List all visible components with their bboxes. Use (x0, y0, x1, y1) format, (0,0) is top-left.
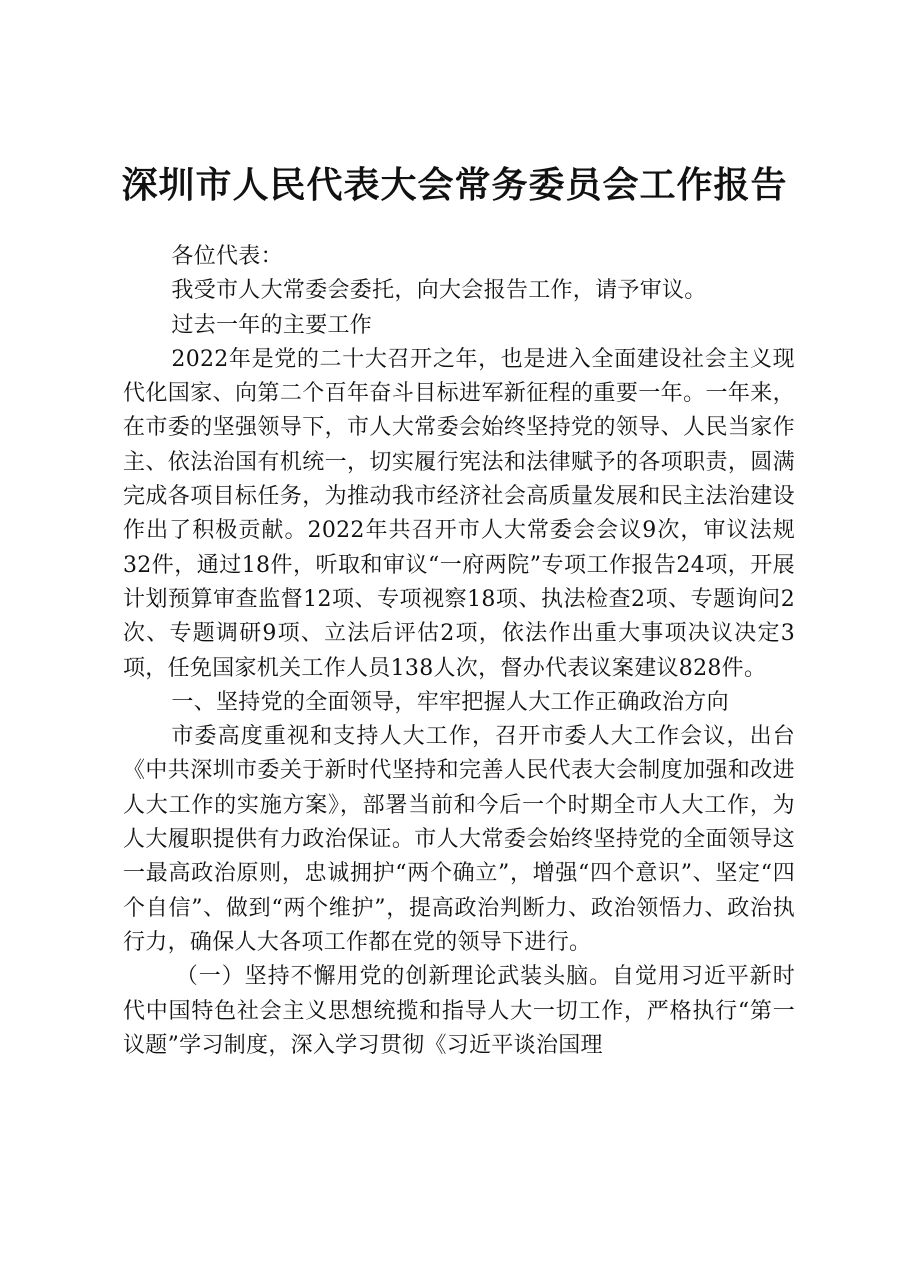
summary-paragraph: 2022年是党的二十大召开之年，也是进入全面建设社会主义现代化国家、向第二个百年奋斗目标进军新征程的重要一年。一年来，在市委的坚强领导下，市人大常委会始终坚持党的领导、人民当家作主、依法治国有机统一，切实履行宪法和法律赋予的各项职责，圆满完成各项目标任务，为推动我市经济社会高质量发展和民主法治建设作出了积极贡献。2022年共召开市人大常委会会议9次，审议法规32件，通过18件，听取和审议“一府两院”专项工作报告24项，开展计划预算审查监督12项、专项视察18项、执法检查2项、专题询问2次、专题调研9项、立法后评估2项，依法作出重大事项决议决定3项，任免国家机关工作人员138人次，督办代表议案建议828件。 (123, 346, 795, 681)
document-title: 深圳市人民代表大会常务委员会工作报告 (121, 165, 788, 206)
document-body (123, 240, 795, 1063)
section-heading-past-year: 过去一年的主要工作 (171, 312, 373, 338)
salutation-paragraph: 各位代表： (171, 244, 283, 269)
section-heading-one: 一、坚持党的全面领导，牢牢把握人大工作正确政治方向 (171, 689, 729, 715)
subsection-one-paragraph: （一）坚持不懈用党的创新理论武装头脑。自觉用习近平新时代中国特色社会主义思想统揽和指导人大一切工作，严格执行“第一议题”学习制度，深入学习贯彻《习近平谈治国理 (123, 964, 795, 1058)
section-one-paragraph: 市委高度重视和支持人大工作，召开市委人大工作会议，出台《中共深圳市委关于新时代坚持和完善人民代表大会制度加强和改进人大工作的实施方案》，部署当前和今后一个时期全市人大工作，为人大履职提供有力政治保证。市人大常委会始终坚持党的全面领导这一最高政治原则，忠诚拥护“两个确立”，增强“四个意识”、坚定“四个自信”、做到“两个维护”，提高政治判断力、政治领悟力、政治执行力，确保人大各项工作都在党的领导下进行。 (123, 724, 795, 955)
intro-paragraph: 我受市人大常委会委托，向大会报告工作，请予审议。 (171, 278, 707, 304)
